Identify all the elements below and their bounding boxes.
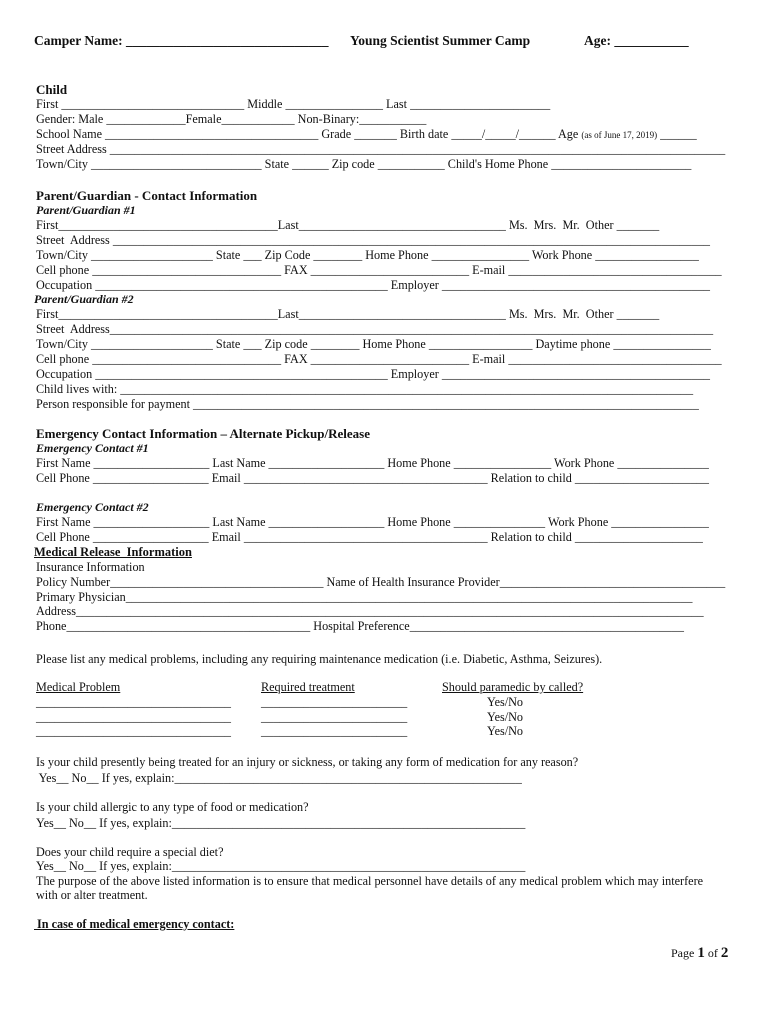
- age-blank[interactable]: ______: [657, 127, 697, 141]
- guardian-2-town-line[interactable]: Town/City ____________________ State ___ Zip code ________ Home Phone _________________ Daytime phone ________________: [36, 337, 711, 351]
- required-treatment-header: Required treatment: [261, 680, 355, 694]
- allergy-answer-line[interactable]: Yes__ No__ If yes, explain:__________________________________________________________: [36, 816, 526, 830]
- purpose-statement-line-2: with or alter treatment.: [36, 888, 148, 902]
- payment-responsible-line[interactable]: Person responsible for payment ___________________________________________________________________________________: [36, 397, 699, 411]
- emergency-2-name-line[interactable]: First Name ___________________ Last Name ___________________ Home Phone _______________ Work Phone ________________: [36, 515, 709, 529]
- page-total: 2: [720, 945, 729, 961]
- treatment-blank-1[interactable]: ________________________: [261, 695, 408, 709]
- child-lives-with-line[interactable]: Child lives with: ______________________________________________________________________________________________: [36, 382, 694, 396]
- child-school-text: School Name ___________________________________ Grade _______ Birth date _____/_____/______ Age: [36, 127, 579, 141]
- diet-question: Does your child require a special diet?: [36, 845, 224, 859]
- child-name-line[interactable]: First ______________________________ Middle ________________ Last _______________________: [36, 97, 551, 111]
- treatment-question: Is your child presently being treated for an injury or sickness, or taking any form of medication for any reason?: [36, 755, 579, 769]
- emergency-section-title: Emergency Contact Information – Alternate Pickup/Release: [36, 426, 370, 441]
- emergency-contact-1-label: Emergency Contact #1: [36, 441, 149, 455]
- camper-name-field[interactable]: Camper Name: ______________________________: [34, 33, 329, 48]
- treatment-blank-2[interactable]: ________________________: [261, 710, 408, 724]
- treatment-answer-line[interactable]: Yes__ No__ If yes, explain:_________________________________________________________: [36, 771, 522, 785]
- allergy-question: Is your child allergic to any type of food or medication?: [36, 800, 309, 814]
- purpose-statement-line-1: The purpose of the above listed information is to ensure that medical personnel have details of any medical problem which may interfere: [36, 874, 704, 888]
- medical-problem-blank-1[interactable]: ________________________________: [36, 695, 231, 709]
- paramedic-header: Should paramedic by called?: [442, 680, 584, 694]
- guardian-2-label: Parent/Guardian #2: [34, 292, 134, 306]
- guardian-1-label: Parent/Guardian #1: [36, 203, 136, 217]
- phone-hospital-line[interactable]: Phone________________________________________ Hospital Preference_____________________________________________: [36, 619, 684, 633]
- medical-problem-header: Medical Problem: [36, 680, 121, 694]
- child-gender-line[interactable]: Gender: Male _____________Female____________ Non-Binary:___________: [36, 112, 427, 126]
- treatment-blank-3[interactable]: ________________________: [261, 724, 408, 738]
- yes-no-3[interactable]: Yes/No: [487, 724, 524, 738]
- guardian-1-cell-line[interactable]: Cell phone _______________________________ FAX __________________________ E-mail ___________________________________: [36, 263, 722, 277]
- yes-no-2[interactable]: Yes/No: [487, 710, 524, 724]
- page-number: 1: [697, 945, 705, 961]
- guardian-2-occupation-line[interactable]: Occupation ________________________________________________ Employer ____________________________________________: [36, 367, 711, 381]
- emergency-contact-heading: In case of medical emergency contact:: [34, 917, 235, 931]
- child-street-line[interactable]: Street Address _____________________________________________________________________________________________________: [36, 142, 726, 156]
- guardian-2-cell-line[interactable]: Cell phone _______________________________ FAX __________________________ E-mail ___________________________________: [36, 352, 722, 366]
- child-town-line[interactable]: Town/City ____________________________ State ______ Zip code ___________ Child's Home Phone _______________________: [36, 157, 692, 171]
- guardian-2-name-line[interactable]: First____________________________________Last__________________________________ Ms. Mrs. Mr. Other _______: [36, 307, 660, 321]
- address-line[interactable]: Address_______________________________________________________________________________________________________: [36, 604, 704, 618]
- guardian-1-name-line[interactable]: First____________________________________Last__________________________________ Ms. Mrs. Mr. Other _______: [36, 218, 660, 232]
- diet-answer-line[interactable]: Yes__ No__ If yes, explain:__________________________________________________________: [36, 859, 526, 873]
- age-field[interactable]: Age: ___________: [584, 33, 689, 48]
- page-indicator: [671, 945, 728, 962]
- medical-problem-blank-2[interactable]: ________________________________: [36, 710, 231, 724]
- medical-section-title: Medical Release Information: [34, 545, 192, 559]
- guardian-1-town-line[interactable]: Town/City ____________________ State ___ Zip Code ________ Home Phone ________________ Work Phone _________________: [36, 248, 699, 262]
- guardian-1-occupation-line[interactable]: Occupation ________________________________________________ Employer ____________________________________________: [36, 278, 711, 292]
- camp-title: Young Scientist Summer Camp: [350, 33, 531, 48]
- medical-problems-prompt: Please list any medical problems, including any requiring maintenance medication (i.e. Diabetic, Asthma, Seizures).: [36, 652, 603, 666]
- age-note: (as of June 17, 2019): [581, 130, 658, 140]
- policy-number-line[interactable]: Policy Number___________________________________ Name of Health Insurance Provider_____________________________________: [36, 575, 726, 589]
- child-school-line[interactable]: [36, 127, 697, 143]
- medical-problem-blank-3[interactable]: ________________________________: [36, 724, 231, 738]
- emergency-1-cell-line[interactable]: Cell Phone ___________________ Email ________________________________________ Relation to child ______________________: [36, 471, 709, 485]
- emergency-contact-2-label: Emergency Contact #2: [36, 500, 149, 514]
- yes-no-1[interactable]: Yes/No: [487, 695, 524, 709]
- emergency-1-name-line[interactable]: First Name ___________________ Last Name ___________________ Home Phone ________________ Work Phone _______________: [36, 456, 709, 470]
- emergency-2-cell-line[interactable]: Cell Phone ___________________ Email ________________________________________ Relation to child _____________________: [36, 530, 703, 544]
- guardian-2-street-line[interactable]: Street Address___________________________________________________________________________________________________: [36, 322, 714, 336]
- page-of: of: [704, 946, 721, 960]
- parent-section-title: Parent/Guardian - Contact Information: [36, 188, 258, 203]
- guardian-1-street-line[interactable]: Street Address __________________________________________________________________________________________________: [36, 233, 711, 247]
- child-section-title: Child: [36, 82, 68, 97]
- primary-physician-line[interactable]: Primary Physician_____________________________________________________________________________________________: [36, 590, 693, 604]
- insurance-info-label: Insurance Information: [36, 560, 145, 574]
- page-prefix: Page: [671, 946, 698, 960]
